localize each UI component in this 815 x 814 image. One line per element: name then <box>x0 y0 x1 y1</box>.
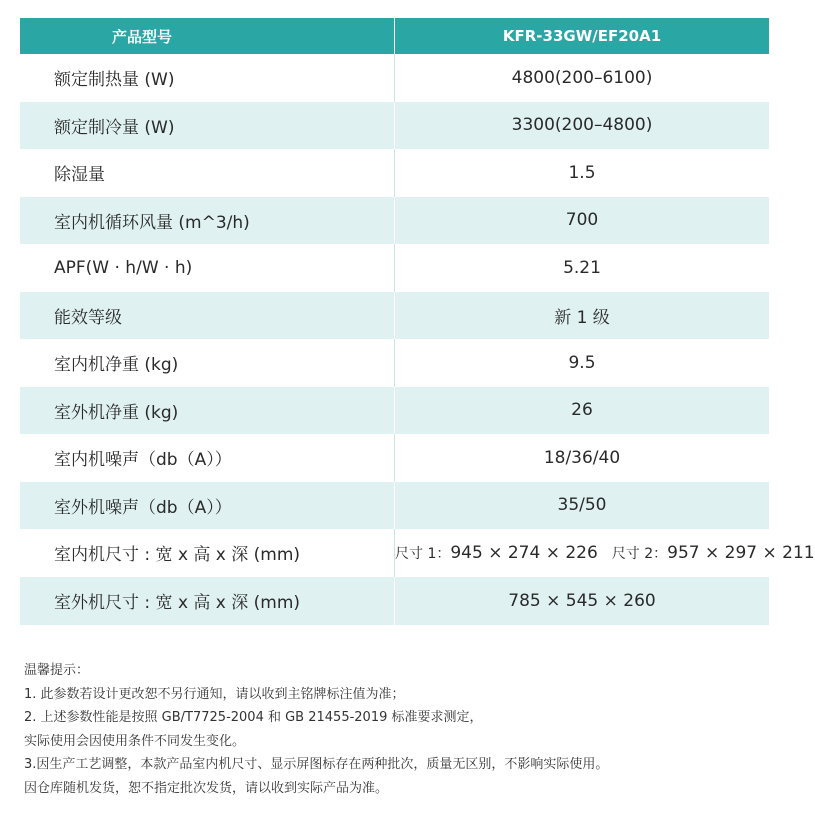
row-label: 室内机循环风量 (m^3/h) <box>20 197 395 245</box>
row-label: 室外机净重 (kg) <box>20 387 395 435</box>
spec-table <box>20 18 815 625</box>
row-value: 1.5 <box>395 149 770 197</box>
row-value: 26 <box>395 387 770 435</box>
header-model: KFR-33GW/EF20A1 <box>395 18 770 54</box>
row-label: 室内机尺寸 : 宽 x 高 x 深 (mm) <box>20 529 395 577</box>
row-value: 3300(200–4800) <box>395 102 770 150</box>
size1-value: 945 × 274 × 226 <box>450 542 598 563</box>
table-row <box>20 387 769 435</box>
row-value: 5.21 <box>395 244 770 292</box>
row-value <box>395 529 815 577</box>
row-label: APF(W · h/W · h) <box>20 244 395 292</box>
table-row <box>20 244 769 292</box>
row-value: 700 <box>395 197 770 245</box>
row-label: 室内机噪声（db（A）） <box>20 434 395 482</box>
row-label: 室外机尺寸 : 宽 x 高 x 深 (mm) <box>20 577 395 625</box>
row-label: 能效等级 <box>20 292 395 340</box>
size1-label: 尺寸 1： <box>395 545 451 562</box>
notes-section <box>24 659 774 800</box>
row-label: 额定制热量 (W) <box>20 54 395 102</box>
size2-value: 957 × 297 × 211 <box>667 542 815 563</box>
table-row <box>20 434 769 482</box>
table-row-indoor-size <box>20 529 769 577</box>
size2-label: 尺寸 2： <box>611 545 668 562</box>
row-value: 18/36/40 <box>395 434 770 482</box>
header-label: 产品型号 <box>20 18 395 54</box>
row-value: 4800(200–6100) <box>395 54 770 102</box>
note-line: 2. 上述参数性能是按照 GB/T7725-2004 和 GB 21455-2019 标准要求测定， <box>24 710 483 725</box>
row-label: 室外机噪声（db（A）） <box>20 482 395 530</box>
indoor-size-values <box>395 543 815 563</box>
note-line: 实际使用会因使用条件不同发生变化。 <box>24 733 246 749</box>
table-row <box>20 102 769 150</box>
note-line: 3.因生产工艺调整，本款产品室内机尺寸、显示屏图标存在两种批次，质量无区别，不影响实际使用。 <box>24 757 609 772</box>
row-label: 额定制冷量 (W) <box>20 102 395 150</box>
note-line: 因仓库随机发货，恕不指定批次发货，请以收到实际产品为准。 <box>24 780 389 796</box>
table-row <box>20 482 769 530</box>
notes-title: 温馨提示： <box>24 663 90 678</box>
table-row <box>20 197 769 245</box>
row-value: 35/50 <box>395 482 770 530</box>
table-header-row <box>20 18 769 54</box>
note-line: 1. 此参数若设计更改恕不另行通知，请以收到主铭牌标注值为准； <box>24 686 405 702</box>
row-value: 9.5 <box>395 339 770 387</box>
row-value: 785 × 545 × 260 <box>395 577 770 625</box>
table-row <box>20 149 769 197</box>
table-row <box>20 54 769 102</box>
row-value: 新 1 级 <box>395 292 770 340</box>
table-row <box>20 292 769 340</box>
table-row <box>20 339 769 387</box>
row-label: 除湿量 <box>20 149 395 197</box>
table-row-outdoor-size <box>20 577 769 625</box>
row-label: 室内机净重 (kg) <box>20 339 395 387</box>
